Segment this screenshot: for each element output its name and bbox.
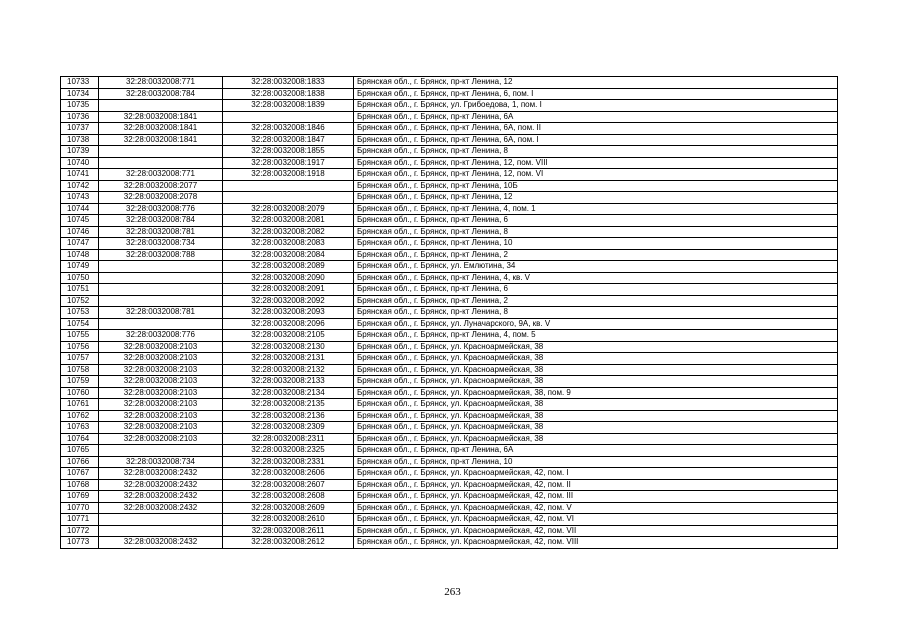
table-row <box>61 307 838 319</box>
cadastral-number-cell: 32:28:0032008:2105 <box>223 330 354 342</box>
row-number-cell: 10767 <box>61 468 99 480</box>
address-cell: Брянская обл., г. Брянск, пр-кт Ленина, 6 <box>354 215 838 227</box>
row-number-cell: 10768 <box>61 479 99 491</box>
parent-cadastral-number-cell: 32:28:0032008:788 <box>99 249 223 261</box>
row-number-cell: 10733 <box>61 77 99 89</box>
cadastral-number-cell: 32:28:0032008:2093 <box>223 307 354 319</box>
table-row <box>61 157 838 169</box>
row-number-cell: 10740 <box>61 157 99 169</box>
parent-cadastral-number-cell <box>99 514 223 526</box>
row-number-cell: 10736 <box>61 111 99 123</box>
table-row <box>61 330 838 342</box>
address-cell: Брянская обл., г. Брянск, пр-кт Ленина, 8 <box>354 146 838 158</box>
table-row <box>61 272 838 284</box>
table-row <box>61 295 838 307</box>
cadastral-number-cell: 32:28:0032008:2082 <box>223 226 354 238</box>
address-cell: Брянская обл., г. Брянск, пр-кт Ленина, 6А <box>354 445 838 457</box>
row-number-cell: 10769 <box>61 491 99 503</box>
parent-cadastral-number-cell <box>99 284 223 296</box>
parent-cadastral-number-cell: 32:28:0032008:2103 <box>99 387 223 399</box>
address-cell: Брянская обл., г. Брянск, пр-кт Ленина, 4, пом. 1 <box>354 203 838 215</box>
cadastral-number-cell: 32:28:0032008:2609 <box>223 502 354 514</box>
table-row <box>61 433 838 445</box>
table-row <box>61 410 838 422</box>
parent-cadastral-number-cell: 32:28:0032008:2103 <box>99 433 223 445</box>
registry-table-body <box>61 77 838 549</box>
table-row <box>61 456 838 468</box>
cadastral-number-cell: 32:28:0032008:2607 <box>223 479 354 491</box>
table-row <box>61 215 838 227</box>
address-cell: Брянская обл., г. Брянск, ул. Емлютина, 34 <box>354 261 838 273</box>
row-number-cell: 10762 <box>61 410 99 422</box>
row-number-cell: 10758 <box>61 364 99 376</box>
row-number-cell: 10756 <box>61 341 99 353</box>
table-row <box>61 192 838 204</box>
address-cell: Брянская обл., г. Брянск, ул. Красноармейская, 42, пом. III <box>354 491 838 503</box>
row-number-cell: 10752 <box>61 295 99 307</box>
table-row <box>61 502 838 514</box>
table-row <box>61 387 838 399</box>
table-row <box>61 284 838 296</box>
cadastral-number-cell: 32:28:0032008:2311 <box>223 433 354 445</box>
address-cell: Брянская обл., г. Брянск, ул. Красноармейская, 42, пом. VI <box>354 514 838 526</box>
address-cell: Брянская обл., г. Брянск, ул. Красноармейская, 42, пом. V <box>354 502 838 514</box>
address-cell: Брянская обл., г. Брянск, ул. Красноармейская, 42, пом. I <box>354 468 838 480</box>
parent-cadastral-number-cell <box>99 445 223 457</box>
parent-cadastral-number-cell: 32:28:0032008:734 <box>99 238 223 250</box>
cadastral-number-cell: 32:28:0032008:2610 <box>223 514 354 526</box>
address-cell: Брянская обл., г. Брянск, ул. Красноармейская, 38, пом. 9 <box>354 387 838 399</box>
parent-cadastral-number-cell: 32:28:0032008:2103 <box>99 422 223 434</box>
cadastral-number-cell: 32:28:0032008:2136 <box>223 410 354 422</box>
cadastral-number-cell: 32:28:0032008:2133 <box>223 376 354 388</box>
table-row <box>61 261 838 273</box>
cadastral-number-cell: 32:28:0032008:2612 <box>223 537 354 549</box>
cadastral-number-cell: 32:28:0032008:2092 <box>223 295 354 307</box>
address-cell: Брянская обл., г. Брянск, ул. Красноармейская, 38 <box>354 341 838 353</box>
cadastral-number-cell: 32:28:0032008:1855 <box>223 146 354 158</box>
table-row <box>61 445 838 457</box>
parent-cadastral-number-cell: 32:28:0032008:2432 <box>99 537 223 549</box>
parent-cadastral-number-cell: 32:28:0032008:734 <box>99 456 223 468</box>
table-row <box>61 123 838 135</box>
table-row <box>61 88 838 100</box>
cadastral-number-cell: 32:28:0032008:2611 <box>223 525 354 537</box>
table-row <box>61 422 838 434</box>
address-cell: Брянская обл., г. Брянск, пр-кт Ленина, 6 <box>354 284 838 296</box>
row-number-cell: 10737 <box>61 123 99 135</box>
cadastral-number-cell: 32:28:0032008:2091 <box>223 284 354 296</box>
cadastral-number-cell: 32:28:0032008:2309 <box>223 422 354 434</box>
row-number-cell: 10759 <box>61 376 99 388</box>
parent-cadastral-number-cell: 32:28:0032008:2103 <box>99 376 223 388</box>
table-row <box>61 169 838 181</box>
parent-cadastral-number-cell: 32:28:0032008:771 <box>99 169 223 181</box>
table-row <box>61 468 838 480</box>
table-row <box>61 479 838 491</box>
cadastral-number-cell: 32:28:0032008:2090 <box>223 272 354 284</box>
parent-cadastral-number-cell: 32:28:0032008:1841 <box>99 123 223 135</box>
address-cell: Брянская обл., г. Брянск, пр-кт Ленина, 4, кв. V <box>354 272 838 284</box>
table-row <box>61 134 838 146</box>
address-cell: Брянская обл., г. Брянск, ул. Красноармейская, 42, пом. II <box>354 479 838 491</box>
parent-cadastral-number-cell: 32:28:0032008:2078 <box>99 192 223 204</box>
cadastral-number-cell: 32:28:0032008:2134 <box>223 387 354 399</box>
table-row <box>61 376 838 388</box>
address-cell: Брянская обл., г. Брянск, ул. Красноармейская, 38 <box>354 422 838 434</box>
table-row <box>61 525 838 537</box>
row-number-cell: 10773 <box>61 537 99 549</box>
parent-cadastral-number-cell <box>99 146 223 158</box>
parent-cadastral-number-cell: 32:28:0032008:2432 <box>99 502 223 514</box>
address-cell: Брянская обл., г. Брянск, пр-кт Ленина, 6А, пом. I <box>354 134 838 146</box>
address-cell: Брянская обл., г. Брянск, пр-кт Ленина, 12, пом. VIII <box>354 157 838 169</box>
cadastral-number-cell: 32:28:0032008:1846 <box>223 123 354 135</box>
row-number-cell: 10739 <box>61 146 99 158</box>
row-number-cell: 10744 <box>61 203 99 215</box>
table-row <box>61 111 838 123</box>
table-row <box>61 318 838 330</box>
cadastral-number-cell: 32:28:0032008:2608 <box>223 491 354 503</box>
row-number-cell: 10760 <box>61 387 99 399</box>
row-number-cell: 10754 <box>61 318 99 330</box>
row-number-cell: 10741 <box>61 169 99 181</box>
table-row <box>61 341 838 353</box>
parent-cadastral-number-cell: 32:28:0032008:776 <box>99 203 223 215</box>
table-row <box>61 146 838 158</box>
cadastral-number-cell: 32:28:0032008:2083 <box>223 238 354 250</box>
row-number-cell: 10743 <box>61 192 99 204</box>
cadastral-number-cell: 32:28:0032008:1917 <box>223 157 354 169</box>
address-cell: Брянская обл., г. Брянск, ул. Красноармейская, 38 <box>354 410 838 422</box>
row-number-cell: 10735 <box>61 100 99 112</box>
page-number: 263 <box>444 586 461 598</box>
parent-cadastral-number-cell: 32:28:0032008:784 <box>99 88 223 100</box>
cadastral-number-cell: 32:28:0032008:2131 <box>223 353 354 365</box>
address-cell: Брянская обл., г. Брянск, ул. Красноармейская, 42, пом. VIII <box>354 537 838 549</box>
cadastral-number-cell: 32:28:0032008:2331 <box>223 456 354 468</box>
cadastral-number-cell: 32:28:0032008:2130 <box>223 341 354 353</box>
table-row <box>61 77 838 89</box>
cadastral-number-cell: 32:28:0032008:2081 <box>223 215 354 227</box>
parent-cadastral-number-cell <box>99 318 223 330</box>
address-cell: Брянская обл., г. Брянск, пр-кт Ленина, 12 <box>354 77 838 89</box>
parent-cadastral-number-cell: 32:28:0032008:1841 <box>99 134 223 146</box>
parent-cadastral-number-cell: 32:28:0032008:2432 <box>99 491 223 503</box>
row-number-cell: 10757 <box>61 353 99 365</box>
table-row <box>61 537 838 549</box>
address-cell: Брянская обл., г. Брянск, пр-кт Ленина, 2 <box>354 249 838 261</box>
table-row <box>61 514 838 526</box>
cadastral-number-cell: 32:28:0032008:2135 <box>223 399 354 411</box>
row-number-cell: 10761 <box>61 399 99 411</box>
parent-cadastral-number-cell: 32:28:0032008:776 <box>99 330 223 342</box>
cadastral-number-cell: 32:28:0032008:1918 <box>223 169 354 181</box>
parent-cadastral-number-cell <box>99 261 223 273</box>
row-number-cell: 10734 <box>61 88 99 100</box>
parent-cadastral-number-cell: 32:28:0032008:2077 <box>99 180 223 192</box>
cadastral-number-cell: 32:28:0032008:1838 <box>223 88 354 100</box>
row-number-cell: 10770 <box>61 502 99 514</box>
parent-cadastral-number-cell: 32:28:0032008:781 <box>99 307 223 319</box>
table-row <box>61 203 838 215</box>
row-number-cell: 10748 <box>61 249 99 261</box>
cadastral-number-cell: 32:28:0032008:2606 <box>223 468 354 480</box>
address-cell: Брянская обл., г. Брянск, пр-кт Ленина, 8 <box>354 307 838 319</box>
address-cell: Брянская обл., г. Брянск, пр-кт Ленина, 10 <box>354 456 838 468</box>
cadastral-number-cell: 32:28:0032008:2132 <box>223 364 354 376</box>
parent-cadastral-number-cell: 32:28:0032008:1841 <box>99 111 223 123</box>
parent-cadastral-number-cell <box>99 157 223 169</box>
cadastral-number-cell: 32:28:0032008:2084 <box>223 249 354 261</box>
table-row <box>61 180 838 192</box>
parent-cadastral-number-cell: 32:28:0032008:2432 <box>99 468 223 480</box>
table-row <box>61 238 838 250</box>
registry-table <box>60 76 838 549</box>
row-number-cell: 10747 <box>61 238 99 250</box>
table-row <box>61 226 838 238</box>
parent-cadastral-number-cell: 32:28:0032008:2103 <box>99 353 223 365</box>
parent-cadastral-number-cell: 32:28:0032008:2103 <box>99 399 223 411</box>
address-cell: Брянская обл., г. Брянск, пр-кт Ленина, 10 <box>354 238 838 250</box>
address-cell: Брянская обл., г. Брянск, ул. Красноармейская, 38 <box>354 399 838 411</box>
address-cell: Брянская обл., г. Брянск, ул. Красноармейская, 42, пом. VII <box>354 525 838 537</box>
parent-cadastral-number-cell <box>99 525 223 537</box>
row-number-cell: 10753 <box>61 307 99 319</box>
address-cell: Брянская обл., г. Брянск, пр-кт Ленина, 4, пом. 5 <box>354 330 838 342</box>
row-number-cell: 10755 <box>61 330 99 342</box>
row-number-cell: 10766 <box>61 456 99 468</box>
parent-cadastral-number-cell: 32:28:0032008:781 <box>99 226 223 238</box>
parent-cadastral-number-cell <box>99 295 223 307</box>
cadastral-number-cell: 32:28:0032008:2325 <box>223 445 354 457</box>
address-cell: Брянская обл., г. Брянск, пр-кт Ленина, 12 <box>354 192 838 204</box>
address-cell: Брянская обл., г. Брянск, пр-кт Ленина, 6, пом. I <box>354 88 838 100</box>
cadastral-number-cell: 32:28:0032008:1839 <box>223 100 354 112</box>
table-row <box>61 249 838 261</box>
address-cell: Брянская обл., г. Брянск, ул. Грибоедова, 1, пом. I <box>354 100 838 112</box>
row-number-cell: 10745 <box>61 215 99 227</box>
table-row <box>61 353 838 365</box>
row-number-cell: 10746 <box>61 226 99 238</box>
row-number-cell: 10738 <box>61 134 99 146</box>
row-number-cell: 10765 <box>61 445 99 457</box>
address-cell: Брянская обл., г. Брянск, пр-кт Ленина, 6А <box>354 111 838 123</box>
address-cell: Брянская обл., г. Брянск, ул. Красноармейская, 38 <box>354 433 838 445</box>
row-number-cell: 10772 <box>61 525 99 537</box>
cadastral-number-cell <box>223 180 354 192</box>
cadastral-number-cell: 32:28:0032008:2089 <box>223 261 354 273</box>
address-cell: Брянская обл., г. Брянск, ул. Красноармейская, 38 <box>354 376 838 388</box>
cadastral-number-cell: 32:28:0032008:2096 <box>223 318 354 330</box>
address-cell: Брянская обл., г. Брянск, пр-кт Ленина, 12, пом. VI <box>354 169 838 181</box>
parent-cadastral-number-cell: 32:28:0032008:2103 <box>99 341 223 353</box>
row-number-cell: 10750 <box>61 272 99 284</box>
address-cell: Брянская обл., г. Брянск, пр-кт Ленина, 2 <box>354 295 838 307</box>
address-cell: Брянская обл., г. Брянск, ул. Красноармейская, 38 <box>354 364 838 376</box>
row-number-cell: 10751 <box>61 284 99 296</box>
row-number-cell: 10742 <box>61 180 99 192</box>
table-row <box>61 491 838 503</box>
table-row <box>61 399 838 411</box>
parent-cadastral-number-cell: 32:28:0032008:784 <box>99 215 223 227</box>
row-number-cell: 10771 <box>61 514 99 526</box>
cadastral-number-cell <box>223 192 354 204</box>
address-cell: Брянская обл., г. Брянск, ул. Красноармейская, 38 <box>354 353 838 365</box>
parent-cadastral-number-cell: 32:28:0032008:2432 <box>99 479 223 491</box>
row-number-cell: 10764 <box>61 433 99 445</box>
parent-cadastral-number-cell <box>99 272 223 284</box>
parent-cadastral-number-cell: 32:28:0032008:2103 <box>99 364 223 376</box>
cadastral-number-cell: 32:28:0032008:1833 <box>223 77 354 89</box>
parent-cadastral-number-cell <box>99 100 223 112</box>
address-cell: Брянская обл., г. Брянск, пр-кт Ленина, 8 <box>354 226 838 238</box>
table-row <box>61 100 838 112</box>
address-cell: Брянская обл., г. Брянск, пр-кт Ленина, 10Б <box>354 180 838 192</box>
address-cell: Брянская обл., г. Брянск, пр-кт Ленина, 6А, пом. II <box>354 123 838 135</box>
row-number-cell: 10749 <box>61 261 99 273</box>
parent-cadastral-number-cell: 32:28:0032008:2103 <box>99 410 223 422</box>
address-cell: Брянская обл., г. Брянск, ул. Луначарского, 9А, кв. V <box>354 318 838 330</box>
cadastral-number-cell <box>223 111 354 123</box>
cadastral-number-cell: 32:28:0032008:2079 <box>223 203 354 215</box>
row-number-cell: 10763 <box>61 422 99 434</box>
parent-cadastral-number-cell: 32:28:0032008:771 <box>99 77 223 89</box>
table-row <box>61 364 838 376</box>
cadastral-number-cell: 32:28:0032008:1847 <box>223 134 354 146</box>
